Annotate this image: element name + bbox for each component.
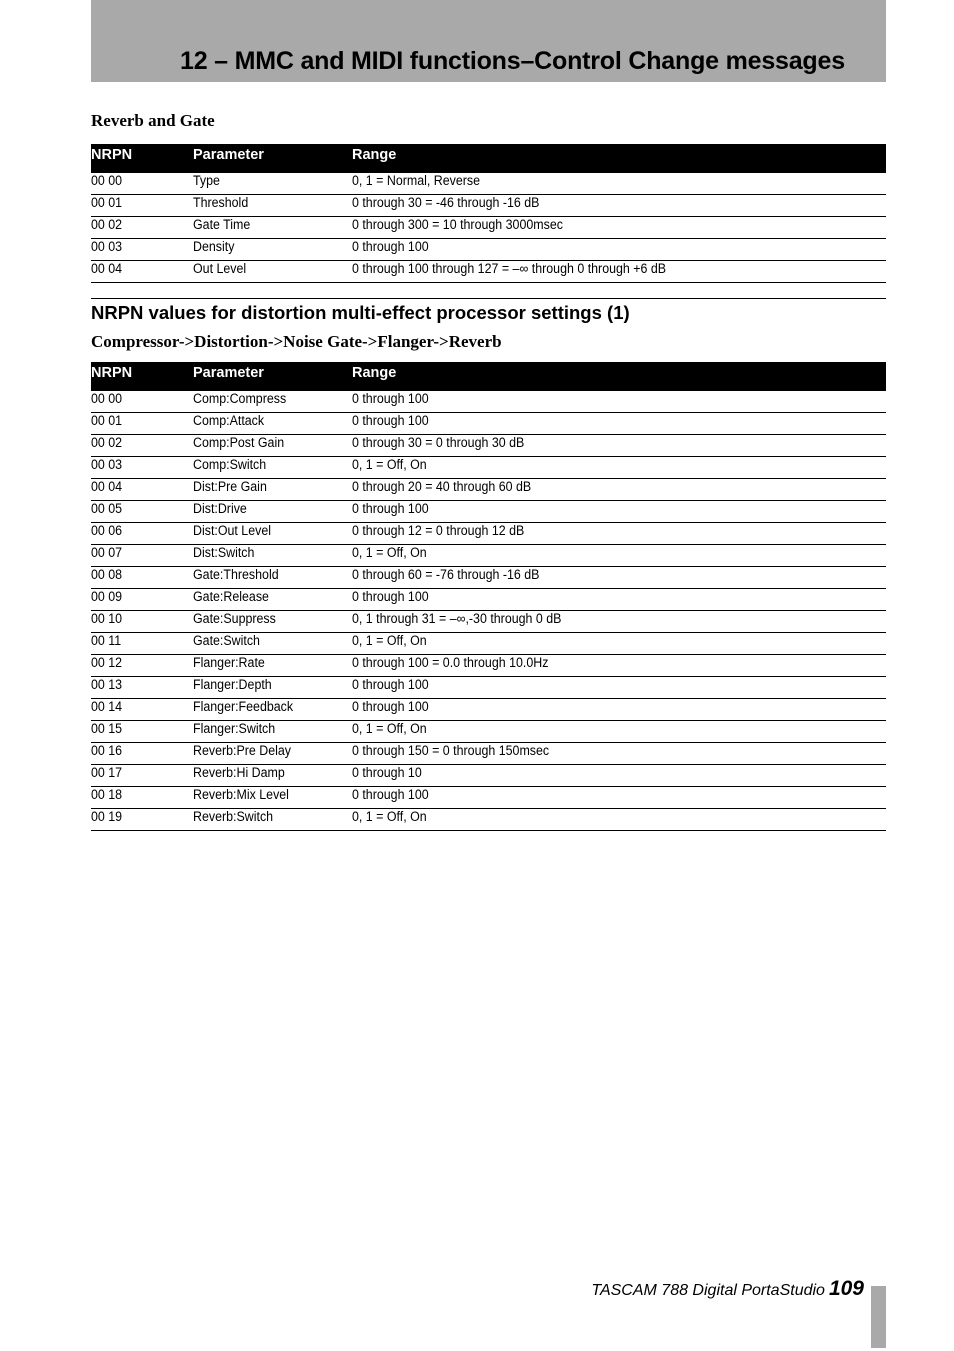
- cell-range: 0, 1 = Normal, Reverse: [352, 173, 481, 188]
- table-row: [91, 435, 886, 457]
- table-body: [91, 391, 886, 831]
- table-row: [91, 391, 886, 413]
- cell-range: 0 through 150 = 0 through 150msec: [352, 743, 550, 758]
- cell-parameter: Dist:Switch: [193, 545, 255, 560]
- cell-range: 0 through 300 = 10 through 3000msec: [352, 217, 563, 232]
- column-header-parameter: Parameter: [193, 365, 264, 381]
- section-title: NRPN values for distortion multi-effect processor settings (1): [91, 302, 630, 323]
- table-row: [91, 589, 886, 611]
- column-header-range: Range: [352, 147, 397, 163]
- cell-parameter: Comp:Compress: [193, 391, 287, 406]
- cell-nrpn: 00 02: [91, 217, 123, 232]
- cell-parameter: Density: [193, 239, 235, 254]
- cell-range: 0, 1 = Off, On: [352, 721, 427, 736]
- table-row: [91, 743, 886, 765]
- cell-nrpn: 00 10: [91, 611, 123, 626]
- cell-range: 0 through 30 = 0 through 30 dB: [352, 435, 525, 450]
- cell-range: 0 through 100: [352, 699, 429, 714]
- cell-parameter: Out Level: [193, 261, 247, 276]
- cell-range: 0 through 20 = 40 through 60 dB: [352, 479, 532, 494]
- cell-range: 0, 1 = Off, On: [352, 457, 427, 472]
- cell-nrpn: 00 15: [91, 721, 123, 736]
- section-divider: [91, 298, 886, 299]
- product-name: TASCAM 788 Digital PortaStudio: [591, 1282, 825, 1299]
- page-title: 12 – MMC and MIDI functions–Control Change messages: [180, 47, 845, 75]
- cell-range: 0 through 100 = 0.0 through 10.0Hz: [352, 655, 549, 670]
- cell-parameter: Flanger:Rate: [193, 655, 265, 670]
- table-row: [91, 611, 886, 633]
- table-row: [91, 413, 886, 435]
- cell-range: 0 through 12 = 0 through 12 dB: [352, 523, 525, 538]
- column-header-nrpn: NRPN: [91, 365, 133, 381]
- cell-range: 0 through 100: [352, 413, 429, 428]
- table-row: [91, 217, 886, 239]
- cell-range: 0, 1 = Off, On: [352, 633, 427, 648]
- cell-nrpn: 00 05: [91, 501, 123, 516]
- cell-nrpn: 00 18: [91, 787, 123, 802]
- table-row: [91, 173, 886, 195]
- cell-range: 0, 1 through 31 = –∞,-30 through 0 dB: [352, 611, 562, 626]
- table-row: [91, 699, 886, 721]
- table-row: [91, 545, 886, 567]
- cell-parameter: Reverb:Pre Delay: [193, 743, 292, 758]
- cell-nrpn: 00 03: [91, 457, 123, 472]
- table-row: [91, 501, 886, 523]
- cell-nrpn: 00 04: [91, 479, 123, 494]
- cell-parameter: Gate:Suppress: [193, 611, 276, 626]
- table-row: [91, 721, 886, 743]
- table-row: [91, 479, 886, 501]
- cell-nrpn: 00 12: [91, 655, 123, 670]
- table-row: [91, 567, 886, 589]
- cell-parameter: Dist:Drive: [193, 501, 247, 516]
- cell-nrpn: 00 00: [91, 173, 123, 188]
- cell-nrpn: 00 09: [91, 589, 123, 604]
- cell-parameter: Flanger:Feedback: [193, 699, 294, 714]
- cell-parameter: Comp:Switch: [193, 457, 267, 472]
- cell-nrpn: 00 11: [91, 633, 122, 648]
- cell-range: 0 through 100: [352, 501, 429, 516]
- cell-parameter: Threshold: [193, 195, 249, 210]
- table-row: [91, 195, 886, 217]
- cell-parameter: Comp:Attack: [193, 413, 265, 428]
- table-row: [91, 261, 886, 283]
- page-footer: [591, 1277, 864, 1301]
- cell-range: 0 through 100: [352, 391, 429, 406]
- table-row: [91, 633, 886, 655]
- cell-parameter: Dist:Pre Gain: [193, 479, 267, 494]
- cell-nrpn: 00 16: [91, 743, 123, 758]
- cell-parameter: Gate:Release: [193, 589, 269, 604]
- cell-nrpn: 00 08: [91, 567, 123, 582]
- cell-range: 0 through 100 through 127 = –∞ through 0 through +6 dB: [352, 261, 667, 276]
- cell-parameter: Dist:Out Level: [193, 523, 272, 538]
- cell-parameter: Gate Time: [193, 217, 251, 232]
- cell-nrpn: 00 07: [91, 545, 123, 560]
- cell-parameter: Reverb:Switch: [193, 809, 274, 824]
- cell-nrpn: 00 03: [91, 239, 123, 254]
- cell-nrpn: 00 01: [91, 195, 123, 210]
- table-row: [91, 677, 886, 699]
- table-row: [91, 457, 886, 479]
- cell-parameter: Reverb:Hi Damp: [193, 765, 285, 780]
- reverb-gate-table: [91, 144, 886, 283]
- cell-nrpn: 00 04: [91, 261, 123, 276]
- cell-nrpn: 00 14: [91, 699, 123, 714]
- cell-nrpn: 00 19: [91, 809, 123, 824]
- cell-range: 0 through 10: [352, 765, 422, 780]
- cell-nrpn: 00 00: [91, 391, 123, 406]
- cell-range: 0, 1 = Off, On: [352, 809, 427, 824]
- cell-parameter: Gate:Switch: [193, 633, 260, 648]
- table-body: [91, 173, 886, 283]
- table-row: [91, 787, 886, 809]
- cell-range: 0 through 60 = -76 through -16 dB: [352, 567, 540, 582]
- cell-nrpn: 00 02: [91, 435, 123, 450]
- cell-nrpn: 00 17: [91, 765, 123, 780]
- page-edge-tab: [871, 1286, 886, 1348]
- cell-range: 0 through 30 = -46 through -16 dB: [352, 195, 540, 210]
- column-header-parameter: Parameter: [193, 147, 264, 163]
- cell-parameter: Reverb:Mix Level: [193, 787, 289, 802]
- reverb-gate-heading: Reverb and Gate: [91, 111, 215, 130]
- table-header: [91, 362, 886, 391]
- cell-range: 0, 1 = Off, On: [352, 545, 427, 560]
- cell-nrpn: 00 13: [91, 677, 123, 692]
- chain-subheading: Compressor->Distortion->Noise Gate->Flanger->Reverb: [91, 332, 502, 351]
- cell-parameter: Type: [193, 173, 220, 188]
- cell-nrpn: 00 01: [91, 413, 123, 428]
- cell-parameter: Comp:Post Gain: [193, 435, 285, 450]
- cell-parameter: Gate:Threshold: [193, 567, 279, 582]
- cell-range: 0 through 100: [352, 677, 429, 692]
- distortion-table: [91, 362, 886, 831]
- cell-range: 0 through 100: [352, 787, 429, 802]
- column-header-nrpn: NRPN: [91, 147, 133, 163]
- table-row: [91, 765, 886, 787]
- cell-range: 0 through 100: [352, 239, 429, 254]
- table-row: [91, 239, 886, 261]
- table-row: [91, 809, 886, 831]
- cell-parameter: Flanger:Depth: [193, 677, 272, 692]
- cell-nrpn: 00 06: [91, 523, 123, 538]
- column-header-range: Range: [352, 365, 397, 381]
- page-number: 109: [828, 1277, 864, 1300]
- table-row: [91, 523, 886, 545]
- table-row: [91, 655, 886, 677]
- table-header: [91, 144, 886, 173]
- cell-range: 0 through 100: [352, 589, 429, 604]
- cell-parameter: Flanger:Switch: [193, 721, 276, 736]
